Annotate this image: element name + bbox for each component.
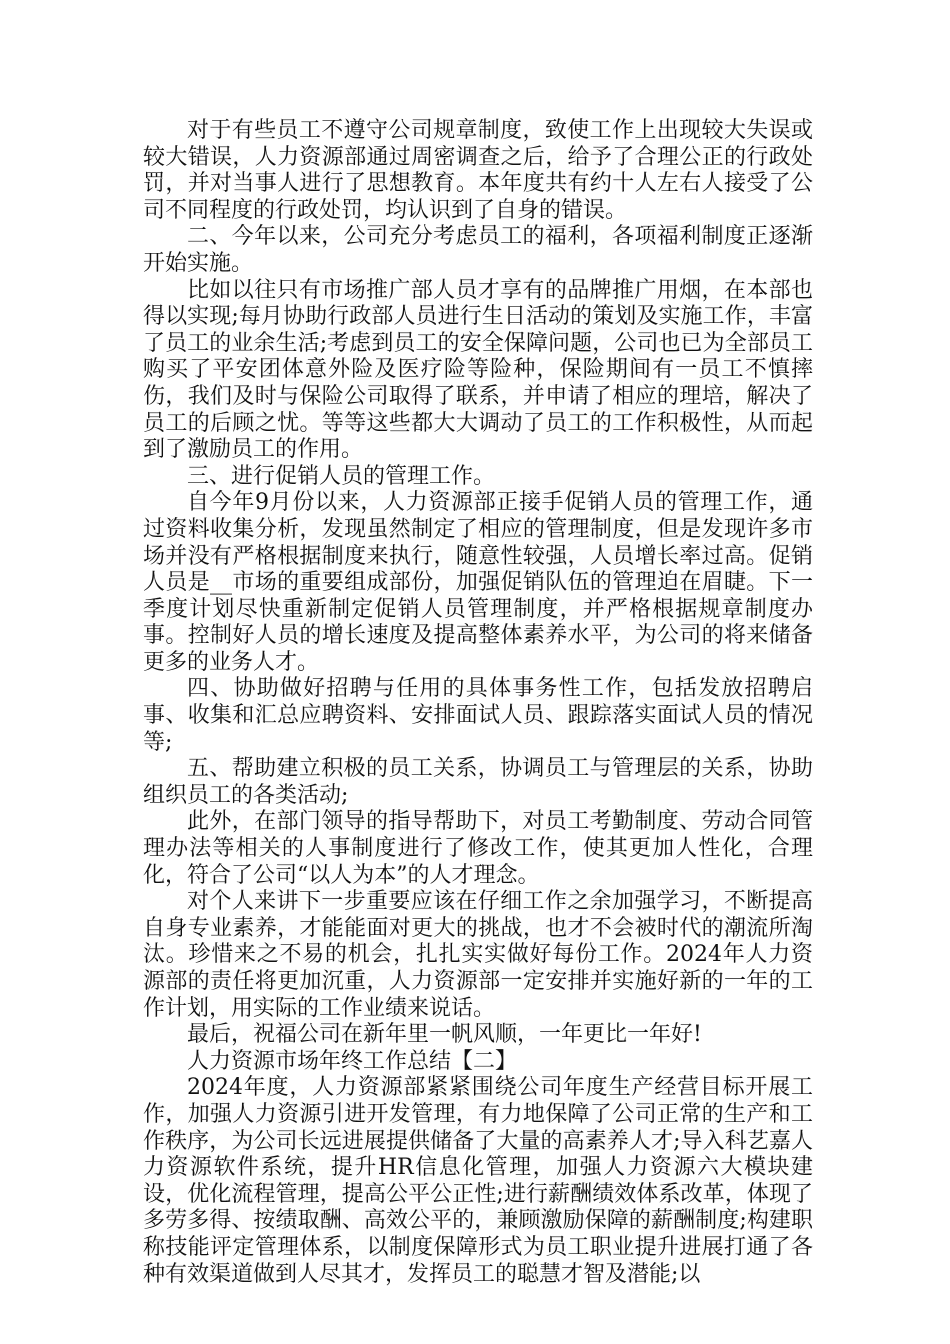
paragraph-promotion-heading: 三、进行促销人员的管理工作。 [187,463,496,489]
paragraph-promotion-details: 自今年9月份以来，人力资源部正接手促销人员的管理工作，通过资料收集分析，发现虽然制定了相应的管理制度，但是发现许多市场并没有严格根据制度来执行，随意性较强，人员增长率过高。促销人员是__市场的重要组成部份，加强促销队伍的管理迫在眉睫。下一季度计划尽快重新制定促销人员管理制度，并严格根据规章制度办事。控制好人员的增长速度及提高整体素养水平，为公司的将来储备更多的业务人才。 [143,490,813,675]
document-body [143,118,813,1288]
paragraph-recruitment: 四、协助做好招聘与任用的具体事务性工作，包括发放招聘启事、收集和汇总应聘资料、安排面试人员、跟踪落实面试人员的情况等; [143,676,813,755]
paragraph-penalty: 对于有些员工不遵守公司规章制度，致使工作上出现较大失误或较大错误，人力资源部通过周密调查之后，给予了合理公正的行政处罚，并对当事人进行了思想教育。本年度共有约十人左右人接受了公司不同程度的行政处罚，均认识到了自身的错误。 [143,118,813,223]
paragraph-employee-relations: 五、帮助建立积极的员工关系，协调员工与管理层的关系，协助组织员工的各类活动; [143,756,813,808]
paragraph-closing-wish: 最后，祝福公司在新年里一帆风顺，一年更比一年好! [187,1022,702,1048]
paragraph-welfare-details: 比如以往只有市场推广部人员才享有的品牌推广用烟，在本部也得以实现;每月协助行政部人员进行生日活动的策划及实施工作，丰富了员工的业余生活;考虑到员工的安全保障问题，公司也已为全部员工购买了平安团体意外险及医疗险等险种，保险期间有一员工不慎摔伤，我们及时与保险公司取得了联系，并申请了相应的理培，解决了员工的后顾之忧。等等这些都大大调动了员工的工作积极性，从而起到了激励员工的作用。 [143,277,813,463]
paragraph-personal-plan: 对个人来讲下一步重要应该在仔细工作之余加强学习，不断提高自身专业素养，才能能面对更大的挑战，也才不会被时代的潮流所淘汰。珍惜来之不易的机会，扎扎实实做好每份工作。2024年人力资源部的责任将更加沉重，人力资源部一定安排并实施好新的一年的工作计划，用实际的工作业绩来说话。 [143,889,813,1021]
paragraph-policy-revision: 此外，在部门领导的指导帮助下，对员工考勤制度、劳动合同管理办法等相关的人事制度进行了修改工作，使其更加人性化，合理化，符合了公司“以人为本”的人才理念。 [143,809,813,888]
paragraph-annual-summary: 2024年度，人力资源部紧紧围绕公司年度生产经营目标开展工作，加强人力资源引进开发管理，有力地保障了公司正常的生产和工作秩序，为公司长远进展提供储备了大量的高素养人才;导入科艺嘉人力资源软件系统，提升HR信息化管理，加强人力资源六大模块建设，优化流程管理，提高公平公正性;进行薪酬绩效体系改革，体现了多劳多得、按绩取酬、高效公平的，兼顾激励保障的薪酬制度;构建职称技能评定管理体系，以制度保障形式为员工职业提升进展打通了各种有效渠道做到人尽其才，发挥员工的聪慧才智及潜能;以 [143,1075,813,1287]
section-title-two: 人力资源市场年终工作总结【二】 [187,1048,518,1074]
paragraph-welfare-heading: 二、今年以来，公司充分考虑员工的福利，各项福利制度正逐渐开始实施。 [143,224,813,276]
